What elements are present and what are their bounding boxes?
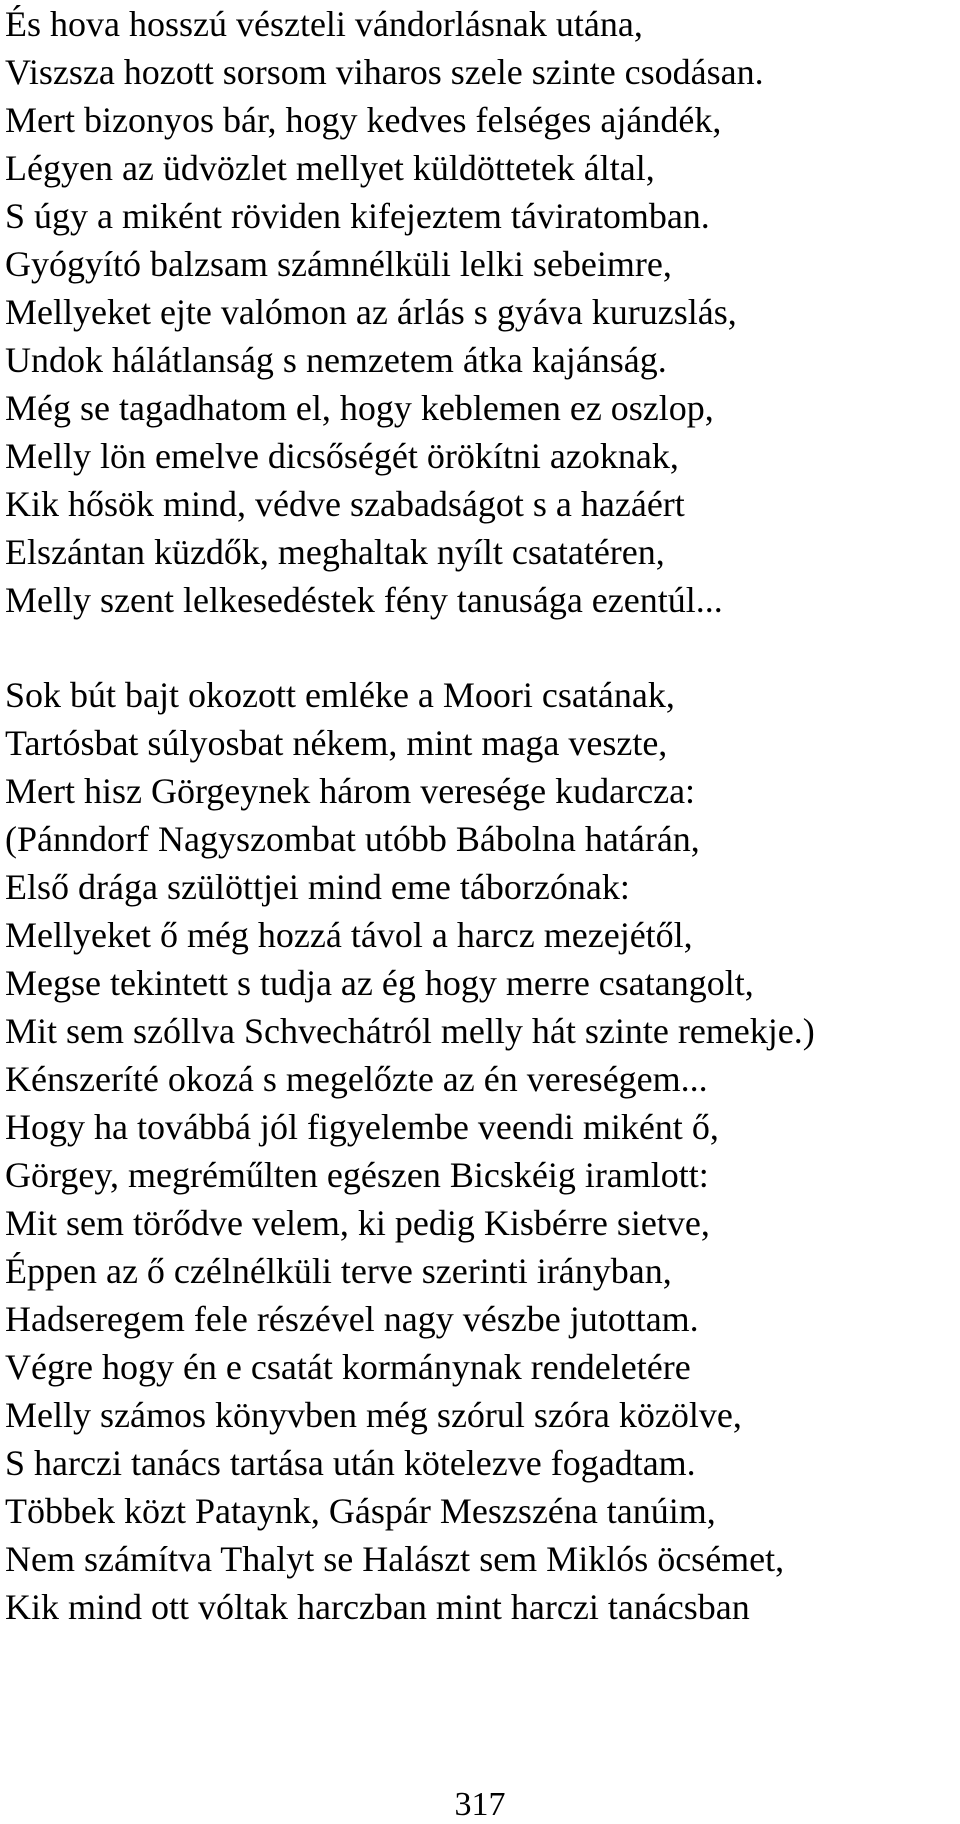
verse-line: Mit sem törődve velem, ki pedig Kisbérre sietve, bbox=[5, 1203, 710, 1243]
verse-line: Kik mind ott vóltak harczban mint harczi tanácsban bbox=[5, 1587, 750, 1627]
verse-line: Undok hálátlanság s nemzetem átka kajánság. bbox=[5, 340, 667, 380]
verse-line: Sok bút bajt okozott emléke a Moori csatának, bbox=[5, 675, 675, 715]
verse-line: S harczi tanács tartása után kötelezve fogadtam. bbox=[5, 1443, 696, 1483]
verse-line: Elszántan küzdők, meghaltak nyílt csatatéren, bbox=[5, 532, 665, 572]
verse-line: Mellyeket ő még hozzá távol a harcz mezejétől, bbox=[5, 915, 693, 955]
verse-line: Mellyeket ejte valómon az árlás s gyáva kuruzslás, bbox=[5, 292, 737, 332]
verse-line: És hova hosszú vészteli vándorlásnak utána, bbox=[5, 4, 643, 44]
verse-line: Melly lön emelve dicsőségét örökítni azoknak, bbox=[5, 436, 679, 476]
verse-line: Gyógyító balzsam számnélküli lelki sebeimre, bbox=[5, 244, 672, 284]
verse-line: S úgy a miként röviden kifejeztem táviratomban. bbox=[5, 196, 710, 236]
verse-line: Melly szent lelkesedéstek fény tanusága ezentúl... bbox=[5, 580, 723, 620]
verse-line: Görgey, megréműlten egészen Bicskéig iramlott: bbox=[5, 1155, 709, 1195]
verse-line: Végre hogy én e csatát kormánynak rendeletére bbox=[5, 1347, 691, 1387]
verse-line: Többek közt Pataynk, Gáspár Meszszéna tanúim, bbox=[5, 1491, 716, 1531]
verse-line: Mit sem szóllva Schvechátról melly hát szinte remekje.) bbox=[5, 1011, 815, 1051]
verse-line: Melly számos könyvben még szórul szóra közölve, bbox=[5, 1395, 742, 1435]
verse-line: Légyen az üdvözlet mellyet küldöttetek által, bbox=[5, 148, 655, 188]
page-number: 317 bbox=[454, 1786, 506, 1823]
verse-line: Mert hisz Görgeynek három veresége kudarcza: bbox=[5, 771, 696, 811]
verse-line: Első drága szülöttjei mind eme táborzónak: bbox=[5, 867, 630, 907]
verse-line: Mert bizonyos bár, hogy kedves felséges ajándék, bbox=[5, 100, 722, 140]
verse-line: Hadseregem fele részével nagy vészbe jutottam. bbox=[5, 1299, 699, 1339]
verse-line: Kénszeríté okozá s megelőzte az én vereségem... bbox=[5, 1059, 708, 1099]
verse-line: (Pánndorf Nagyszombat utóbb Bábolna határán, bbox=[5, 819, 700, 859]
verse-line: Megse tekintett s tudja az ég hogy merre csatangolt, bbox=[5, 963, 754, 1003]
verse-line: Tartósbat súlyosbat nékem, mint maga veszte, bbox=[5, 723, 668, 763]
verse-line: Nem számítva Thalyt se Halászt sem Miklós öcsémet, bbox=[5, 1539, 785, 1579]
verse-line: Hogy ha továbbá jól figyelembe veendi miként ő, bbox=[5, 1107, 719, 1147]
verse-line: Kik hősök mind, védve szabadságot s a hazáért bbox=[5, 484, 685, 524]
verse-line: Éppen az ő czélnélküli terve szerinti irányban, bbox=[5, 1251, 672, 1291]
verse-line: Viszsza hozott sorsom viharos szele szinte csodásan. bbox=[5, 52, 764, 92]
verse-line: Még se tagadhatom el, hogy keblemen ez oszlop, bbox=[5, 388, 714, 428]
